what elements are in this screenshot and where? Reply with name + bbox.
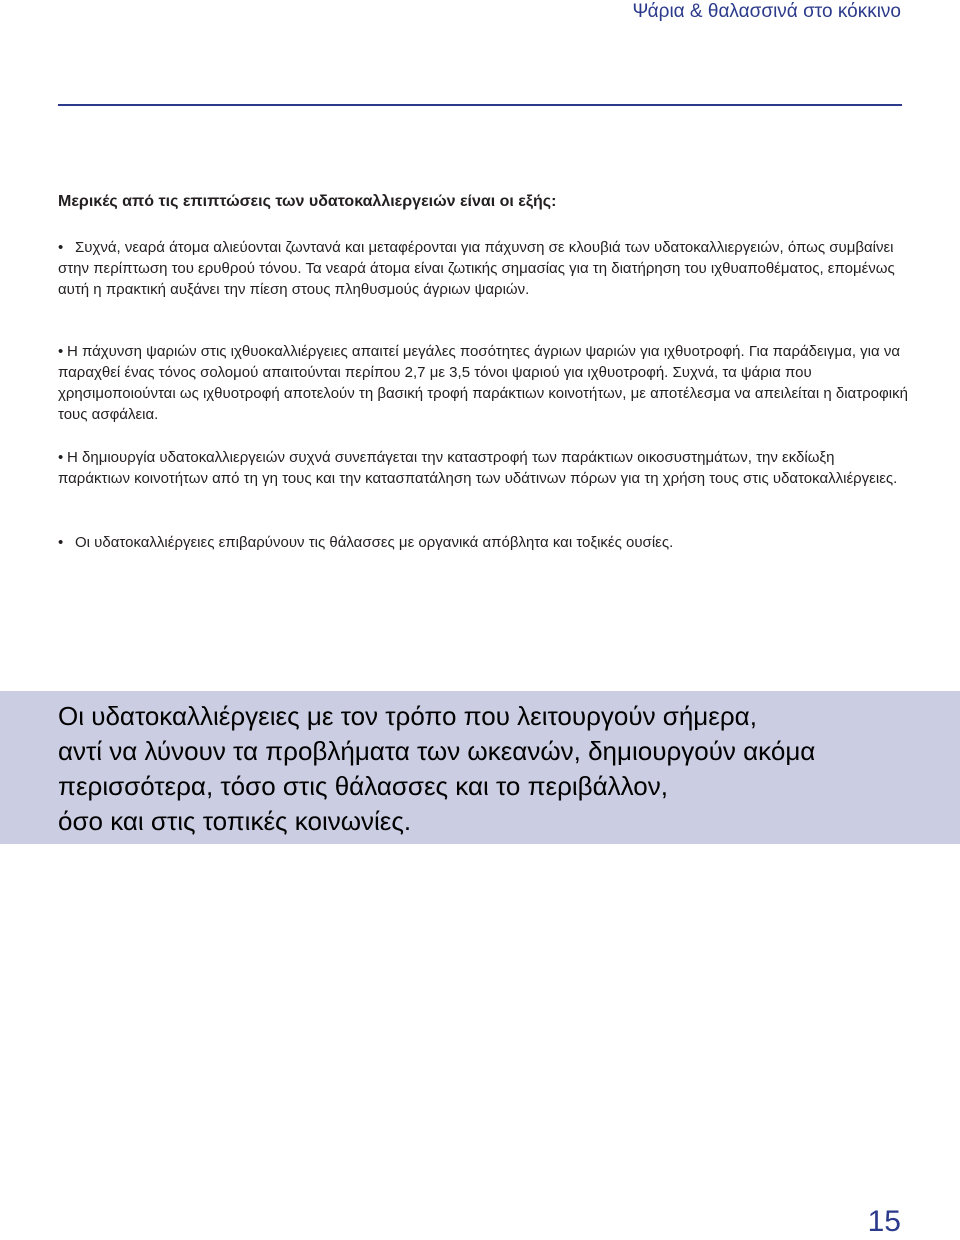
callout-line: περισσότερα, τόσο στις θάλασσες και το περιβάλλον, — [58, 771, 668, 801]
header-divider — [58, 104, 902, 106]
page-number: 15 — [867, 1205, 901, 1238]
list-item — [58, 237, 908, 341]
impacts-list — [58, 237, 908, 554]
bullet-text: Οι υδατοκαλλιέργειες επιβαρύνουν τις θάλασσες με οργανικά απόβλητα και τοξικές ουσίες. — [75, 534, 674, 551]
callout-line: Οι υδατοκαλλιέργειες με τον τρόπο που λειτουργούν σήμερα, — [58, 701, 757, 731]
bullet-icon: • — [58, 534, 64, 551]
bullet-icon: • — [58, 449, 64, 466]
callout-line: όσο και στις τοπικές κοινωνίες. — [58, 806, 412, 836]
bullet-text: Η δημιουργία υδατοκαλλιεργειών συχνά συνεπάγεται την καταστροφή των παράκτιων οικοσυστημάτων, την εκδίωξη παράκτιων κοινοτήτων από τη γη τους και την κατασπατάληση των υδάτινων πόρων για τη χρήση τους στις υδατοκαλλιέργειες. — [58, 449, 898, 487]
list-item — [58, 447, 908, 532]
bullet-text: Η πάχυνση ψαριών στις ιχθυοκαλλιέργειες απαιτεί μεγάλες ποσότητες άγριων ψαριών για ιχθυοτροφή. Για παράδειγμα, για να παραχθεί ένας τόνος σολομού απαιτούνται περίπου 2,7 με 3,5 τόνοι ψαριού για ιχθυοτροφή. Συχνά, τα ψάρια που χρησιμοποιούνται ως ιχθυοτροφή αποτελούν τη βασική τροφή παράκτιων κοινοτήτων, με αποτέλεσμα να απειλείται η διατροφική τους ασφάλεια. — [58, 343, 908, 423]
running-header: Ψάρια & θαλασσινά στο κόκκινο — [632, 1, 901, 22]
callout-line: αντί να λύνουν τα προβλήματα των ωκεανών, δημιουργούν ακόμα — [58, 736, 816, 766]
list-item — [58, 532, 908, 554]
callout-quote — [58, 699, 938, 839]
intro-heading: Μερικές από τις επιπτώσεις των υδατοκαλλιεργειών είναι οι εξής: — [58, 193, 557, 210]
list-item — [58, 341, 908, 447]
bullet-icon: • — [58, 343, 64, 360]
bullet-icon: • — [58, 239, 64, 256]
bullet-text: Συχνά, νεαρά άτομα αλιεύονται ζωντανά και μεταφέρονται για πάχυνση σε κλουβιά των υδατοκαλλιεργειών, όπως συμβαίνει στην περίπτωση του ερυθρού τόνου. Τα νεαρά άτομα είναι ζωτικής σημασίας για τη διατήρηση του ιχθυαποθέματος, επομένως αυτή η πρακτική αυξάνει την πίεση στους πληθυσμούς άγριων ψαριών. — [58, 239, 895, 298]
